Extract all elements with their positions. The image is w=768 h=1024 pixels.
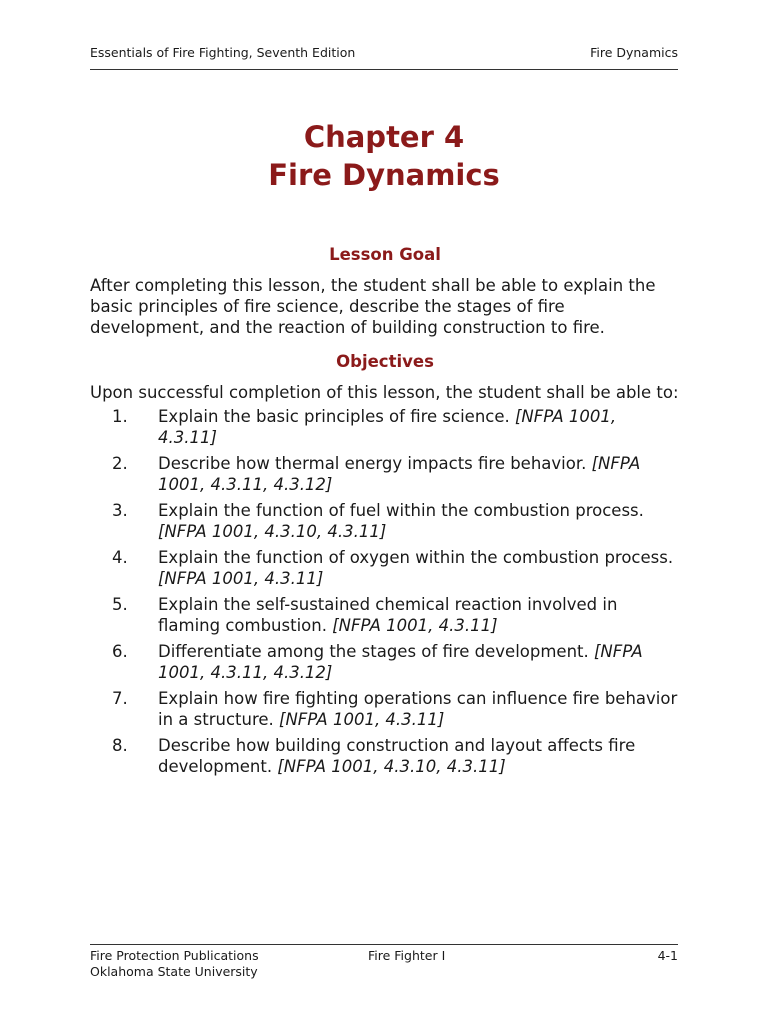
objective-reference: [NFPA 1001, 4.3.11] xyxy=(158,407,617,447)
footer-course-name: Fire Fighter I xyxy=(368,948,446,963)
objective-body xyxy=(158,735,680,777)
chapter-number: Chapter 4 xyxy=(303,120,465,154)
page-footer xyxy=(90,944,678,979)
objective-number: 2. xyxy=(112,454,128,473)
header-book-title: Essentials of Fire Fighting, Seventh Edition xyxy=(90,45,356,60)
objective-reference: [NFPA 1001, 4.3.10, 4.3.11] xyxy=(277,757,506,776)
objectives-heading: Objectives xyxy=(336,352,434,371)
objective-item xyxy=(90,453,680,495)
objective-item xyxy=(90,500,680,542)
page-number: 4-1 xyxy=(657,948,678,963)
objective-reference: [NFPA 1001, 4.3.11] xyxy=(332,616,498,635)
header-chapter-name: Fire Dynamics xyxy=(590,45,678,60)
footer-publisher xyxy=(90,948,259,980)
objective-item xyxy=(90,735,680,777)
objective-item xyxy=(90,594,680,636)
footer-publisher-name: Fire Protection Publications xyxy=(90,948,259,963)
objective-body xyxy=(158,406,680,448)
objective-text: Describe how thermal energy impacts fire behavior. xyxy=(158,454,592,473)
objective-reference: [NFPA 1001, 4.3.11] xyxy=(279,710,445,729)
objectives-intro: Upon successful completion of this lesson, the student shall be able to: xyxy=(90,383,679,402)
objective-text: Differentiate among the stages of fire development. xyxy=(158,642,594,661)
objective-number: 7. xyxy=(112,689,128,708)
objective-body xyxy=(158,547,680,589)
objective-body xyxy=(158,453,680,495)
objectives-list xyxy=(90,406,680,777)
objective-number: 8. xyxy=(112,736,128,755)
objective-body xyxy=(158,688,680,730)
objective-item xyxy=(90,641,680,683)
main-content xyxy=(90,243,680,782)
objective-text: Explain the function of fuel within the combustion process. xyxy=(158,501,644,520)
objective-number: 3. xyxy=(112,501,128,520)
objective-body xyxy=(158,594,680,636)
objective-number: 1. xyxy=(112,407,128,426)
objective-body xyxy=(158,500,680,542)
lesson-goal-heading: Lesson Goal xyxy=(329,245,441,264)
objective-item xyxy=(90,406,680,448)
chapter-name: Fire Dynamics xyxy=(268,158,500,192)
objective-text: Explain the function of oxygen within the combustion process. xyxy=(158,548,674,567)
objective-item xyxy=(90,547,680,589)
objective-number: 4. xyxy=(112,548,128,567)
footer-university-name: Oklahoma State University xyxy=(90,964,258,979)
page-header xyxy=(90,45,678,70)
objective-number: 5. xyxy=(112,595,128,614)
objective-reference: [NFPA 1001, 4.3.11, 4.3.12] xyxy=(158,454,641,494)
objective-text: Describe how building construction and layout affects fire development. xyxy=(158,736,636,776)
objective-reference: [NFPA 1001, 4.3.11, 4.3.12] xyxy=(158,642,643,682)
lesson-goal-text: After completing this lesson, the student shall be able to explain the basic principles of fire science, describe the stages of fire development, and the reaction of building construction to fire. xyxy=(90,276,656,337)
objective-reference: [NFPA 1001, 4.3.10, 4.3.11] xyxy=(158,522,387,541)
objective-body xyxy=(158,641,680,683)
objective-text: Explain how fire fighting operations can influence fire behavior in a structure. xyxy=(158,689,678,729)
objective-text: Explain the self-sustained chemical reaction involved in flaming combustion. xyxy=(158,595,618,635)
chapter-title xyxy=(0,118,768,194)
objective-text: Explain the basic principles of fire science. xyxy=(158,407,515,426)
objective-number: 6. xyxy=(112,642,128,661)
objective-reference: [NFPA 1001, 4.3.11] xyxy=(158,569,324,588)
objective-item xyxy=(90,688,680,730)
